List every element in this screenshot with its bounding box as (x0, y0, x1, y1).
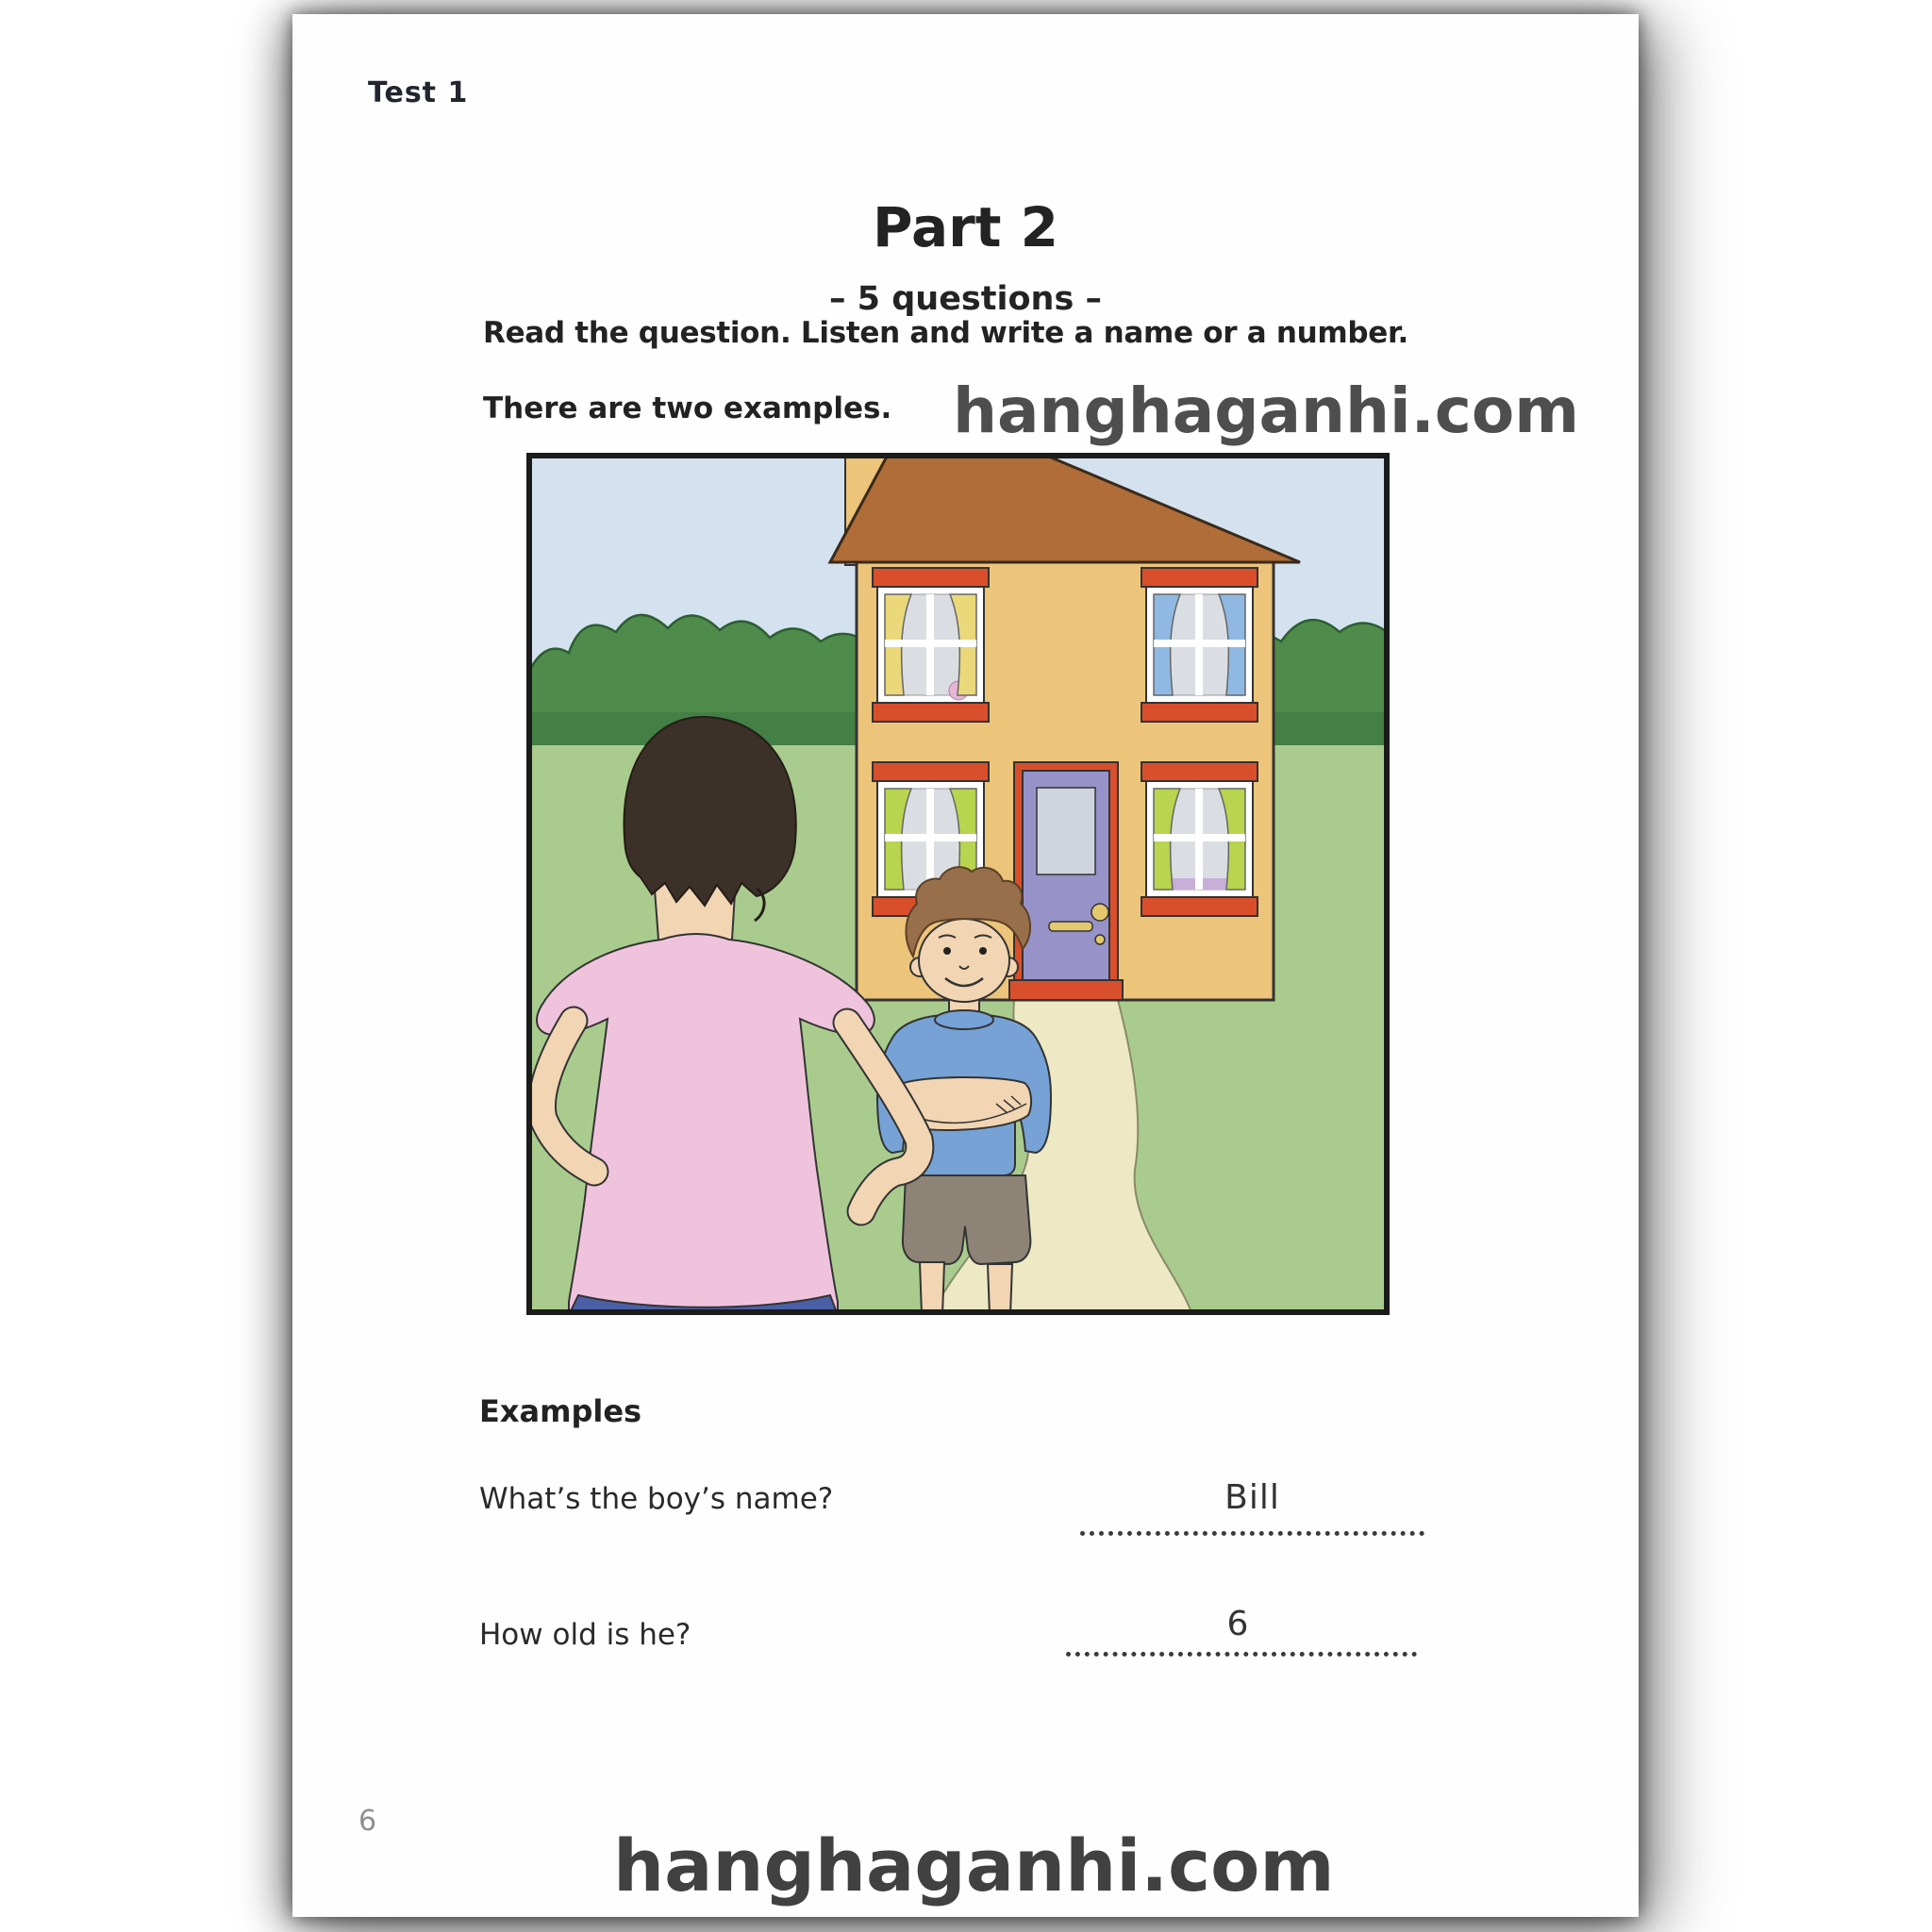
boy-collar (935, 1010, 993, 1029)
part-subtitle: – 5 questions – (829, 280, 1102, 318)
scanned-test-page (292, 14, 1639, 1917)
boy-leg (920, 1262, 944, 1315)
door-threshold (1009, 980, 1123, 1000)
house (830, 457, 1300, 1000)
examples-heading: Examples (479, 1393, 642, 1429)
answer-line-2 (1066, 1652, 1417, 1657)
boy-eye (943, 947, 951, 955)
boy-face (919, 919, 1009, 1002)
letter-slot (1049, 922, 1092, 931)
door-keyhole (1095, 935, 1105, 944)
window-upper-left (873, 568, 989, 722)
examples-note: There are two examples. (483, 391, 892, 425)
door-knob (1091, 904, 1108, 921)
front-door (1009, 762, 1123, 1000)
example-answer-2: 6 (1226, 1605, 1250, 1643)
boy-eye (979, 947, 987, 955)
scene-illustration (526, 453, 1390, 1315)
scene-svg (526, 453, 1390, 1315)
woman-hair (624, 717, 795, 906)
window-upper-right (1141, 568, 1257, 722)
watermark-text: hanghaganhi.com (953, 375, 1579, 447)
test-label: Test 1 (368, 76, 469, 109)
window-lower-right (1141, 762, 1257, 916)
boy-leg (988, 1264, 1012, 1315)
watermark-text-bottom: hanghaganhi.com (613, 1824, 1335, 1907)
instruction-text: Read the question. Listen and write a name or a number. (483, 316, 1409, 350)
door-window (1037, 788, 1095, 874)
answer-line-1 (1080, 1531, 1424, 1536)
example-question-1: What’s the boy’s name? (479, 1482, 834, 1516)
page-number: 6 (358, 1805, 377, 1838)
example-question-2: How old is he? (479, 1618, 691, 1652)
example-answer-1: Bill (1224, 1478, 1280, 1517)
part-title: Part 2 (873, 195, 1058, 259)
